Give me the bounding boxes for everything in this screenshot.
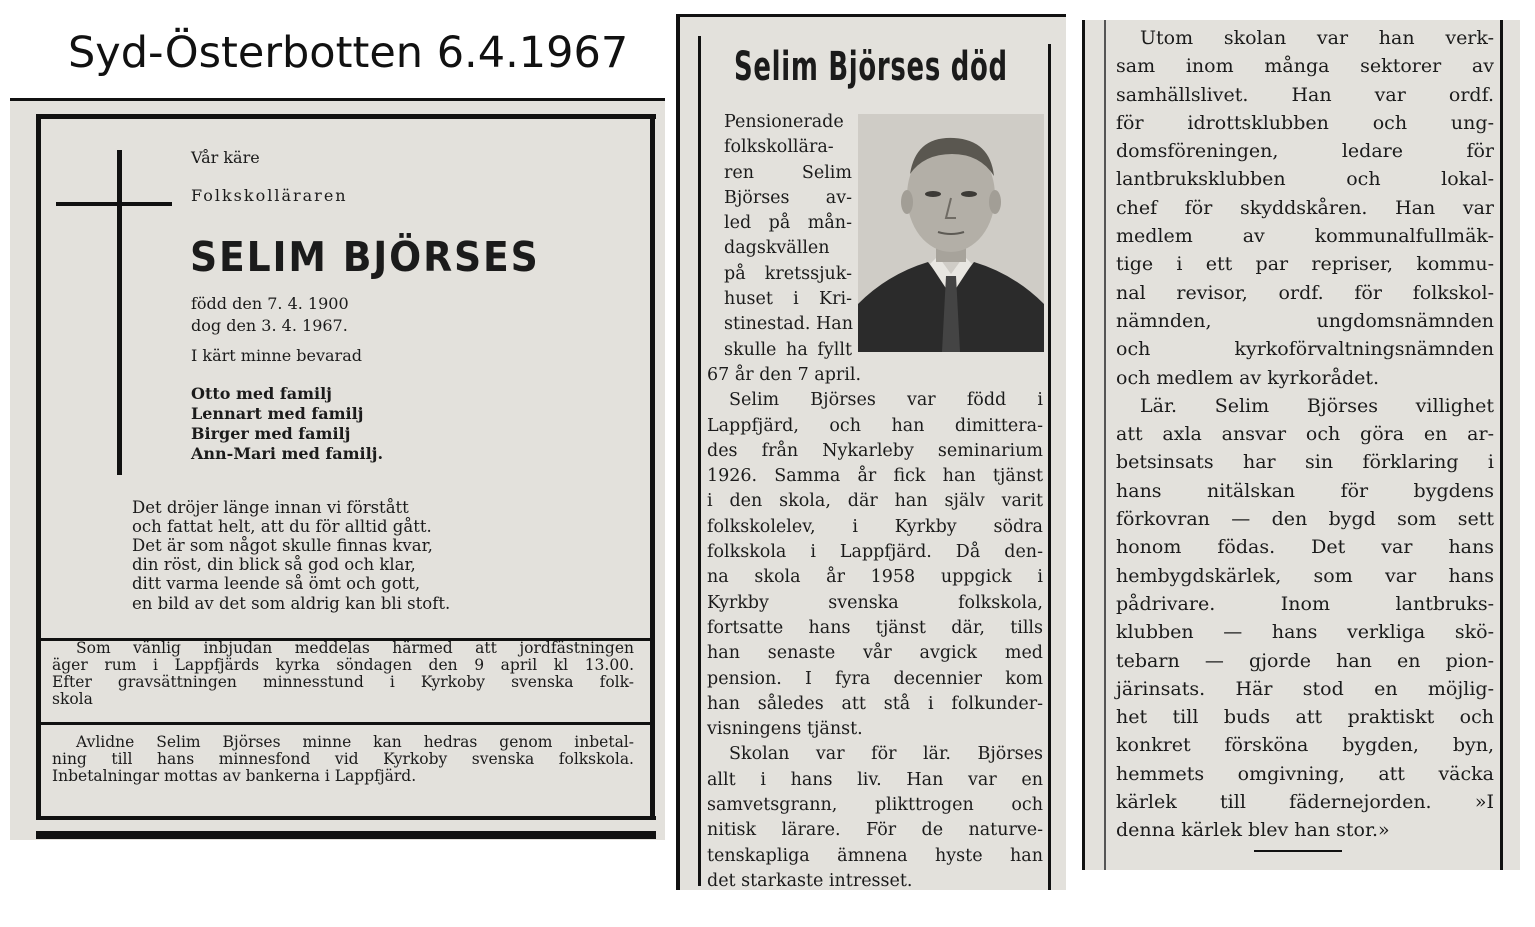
article-line: nitisk lärare. För de naturve- bbox=[707, 820, 1043, 841]
article-line: folkskollära- bbox=[724, 137, 834, 158]
narrow-column bbox=[724, 110, 852, 363]
family-line: Otto med familj bbox=[191, 384, 332, 403]
article-line: nämnden, ungdomsnämnden bbox=[1116, 309, 1494, 332]
deceased-name: SELIM BJÖRSES bbox=[190, 233, 540, 281]
article-line: Utom skolan var han verk- bbox=[1140, 27, 1494, 49]
article-line: det starkaste intresset. bbox=[707, 870, 913, 891]
article-line: skulle ha fyllt bbox=[724, 339, 852, 360]
paragraph-line: Som vänlig inbjudan meddelas härmed att jordfästningen bbox=[76, 639, 634, 657]
article-line: des från Nykarleby seminarium bbox=[707, 440, 1043, 461]
article-line: Lappfjärd, och han dimittera- bbox=[707, 415, 1043, 436]
article-line: järinsats. Här stod en möjlig- bbox=[1116, 677, 1494, 700]
article-line: förkovran — den bygd som sett bbox=[1116, 508, 1494, 531]
poem-line: Det dröjer länge innan vi förstått bbox=[132, 498, 409, 517]
article-line: tenskapliga ämnena hyste han bbox=[707, 845, 1043, 866]
article-line: huset i Kri- bbox=[724, 289, 852, 310]
article-line: dagskvällen bbox=[724, 238, 830, 259]
article-line: i den skola, där han själv varit bbox=[707, 491, 1043, 512]
article-line: pådrivare. Inom lantbruks- bbox=[1116, 592, 1494, 615]
article-line: lantbruksklubben och lokal- bbox=[1116, 168, 1494, 191]
article-line: Pensionerade bbox=[724, 112, 844, 132]
article-line: han senaste vår avgick med bbox=[707, 643, 1043, 664]
article-line: och kyrkoförvaltningsnämnden bbox=[1116, 338, 1494, 361]
paragraph-line: äger rum i Lappfjärds kyrka söndagen den 9 april kl 13.00. bbox=[52, 656, 634, 674]
family-line: Birger med familj bbox=[191, 424, 351, 443]
article-line: Björses av- bbox=[724, 187, 852, 208]
fund-paragraph bbox=[52, 734, 634, 785]
portrait-photo bbox=[858, 114, 1044, 352]
article-line: samvetsgrann, plikttrogen och bbox=[707, 795, 1043, 816]
article-line: samhällslivet. Han var ordf. bbox=[1116, 83, 1494, 106]
family-line: Lennart med familj bbox=[191, 404, 364, 423]
article-line: klubben — hans verkliga skö- bbox=[1116, 621, 1494, 644]
article-line: betsinsats har sin förklaring i bbox=[1116, 451, 1494, 474]
funeral-paragraph bbox=[52, 640, 634, 708]
article-line: sam inom många sektorer av bbox=[1116, 55, 1494, 78]
article-line: honom födas. Det var hans bbox=[1116, 536, 1494, 559]
poem-line: och fattat helt, att du för alltid gått. bbox=[132, 517, 432, 536]
article-line: na skola år 1958 uppgick i bbox=[707, 567, 1043, 588]
article-line: 67 år den 7 april. bbox=[707, 365, 862, 385]
article-line: konkret försköna bygden, byn, bbox=[1116, 734, 1494, 757]
caption-title: Syd-Österbotten 6.4.1967 bbox=[68, 28, 629, 78]
death-notice bbox=[10, 98, 665, 840]
article-line: hans nitälskan för bygdens bbox=[1116, 479, 1494, 502]
birth-date: född den 7. 4. 1900 bbox=[191, 294, 349, 313]
article-line: Kyrkby svenska folkskola, bbox=[707, 592, 1043, 613]
article-line: nal revisor, ordf. för folkskol- bbox=[1116, 281, 1494, 304]
article-line: och medlem av kyrkorådet. bbox=[1116, 366, 1380, 389]
article-line: tebarn — gjorde han en pion- bbox=[1116, 649, 1494, 672]
article-continuation bbox=[1082, 20, 1520, 870]
article-body bbox=[707, 363, 1043, 894]
poem-line: din röst, din blick så god och klar, bbox=[132, 555, 416, 574]
news-article bbox=[676, 14, 1066, 890]
article-line: att axla ansvar och göra en ar- bbox=[1116, 423, 1494, 446]
article-line: led på mån- bbox=[724, 213, 852, 234]
article-line: pension. I fyra decennier kom bbox=[707, 668, 1043, 689]
family-line: Ann-Mari med familj. bbox=[191, 444, 384, 463]
article-line: visningens tjänst. bbox=[707, 719, 863, 740]
profession-line: Folkskolläraren bbox=[191, 186, 348, 205]
paragraph-line: Inbetalningar mottas av bankerna i Lappfjärd. bbox=[52, 767, 417, 785]
article-line: ren Selim bbox=[724, 162, 852, 183]
paragraph-line: Efter gravsättningen minnesstund i Kyrkoby svenska folk- bbox=[52, 673, 634, 691]
article-line: fortsatte hans tjänst där, tills bbox=[707, 617, 1043, 638]
article-line: kärlek till fädernejorden. »I bbox=[1116, 791, 1494, 814]
intro-line: Vår käre bbox=[191, 148, 260, 167]
article-line: hembygdskärlek, som var hans bbox=[1116, 564, 1494, 587]
article-line: 1926. Samma år fick han tjänst bbox=[707, 466, 1043, 487]
article-line: tige i ett par repriser, kommu- bbox=[1116, 253, 1494, 276]
article-line: medlem av kommunalfullmäk- bbox=[1116, 225, 1494, 248]
end-rule bbox=[1254, 850, 1342, 852]
paragraph-line: Avlidne Selim Björses minne kan hedras genom inbetal- bbox=[76, 733, 634, 751]
continuation-column bbox=[1116, 24, 1494, 845]
article-line: stinestad. Han bbox=[724, 314, 853, 335]
article-line: het till buds att praktiskt och bbox=[1116, 706, 1494, 729]
article-line: för idrottsklubben och ung- bbox=[1116, 111, 1494, 134]
article-line: på kretssjuk- bbox=[724, 263, 852, 284]
article-line: han således att stå i folkunder- bbox=[707, 693, 1043, 714]
article-line: Skolan var för lär. Björses bbox=[729, 744, 1043, 765]
poem-line: ditt varma leende så ömt och gott, bbox=[132, 574, 421, 593]
article-line: folkskolelev, i Kyrkby södra bbox=[707, 516, 1043, 537]
article-line: folkskola i Lappfjärd. Då den- bbox=[707, 542, 1043, 563]
paragraph-line: ning till hans minnesfond vid Kyrkoby svenska folkskola. bbox=[52, 750, 634, 768]
paragraph-line: skola bbox=[52, 690, 93, 708]
memory-line: I kärt minne bevarad bbox=[191, 346, 362, 365]
article-line: hemmets omgivning, att väcka bbox=[1116, 762, 1494, 785]
article-line: allt i hans liv. Han var en bbox=[707, 769, 1043, 790]
article-line: chef för skyddskåren. Han var bbox=[1116, 196, 1494, 219]
death-date: dog den 3. 4. 1967. bbox=[191, 316, 348, 335]
article-line: denna kärlek blev han stor.» bbox=[1116, 819, 1390, 842]
article-line: Lär. Selim Björses villighet bbox=[1140, 394, 1494, 417]
poem-line: en bild av det som aldrig kan bli stoft. bbox=[132, 594, 451, 613]
article-line: domsföreningen, ledare för bbox=[1116, 140, 1494, 163]
article-headline: Selim Björses död bbox=[734, 44, 1008, 90]
poem-line: Det är som något skulle finnas kvar, bbox=[132, 536, 433, 555]
article-line: Selim Björses var född i bbox=[729, 390, 1043, 411]
